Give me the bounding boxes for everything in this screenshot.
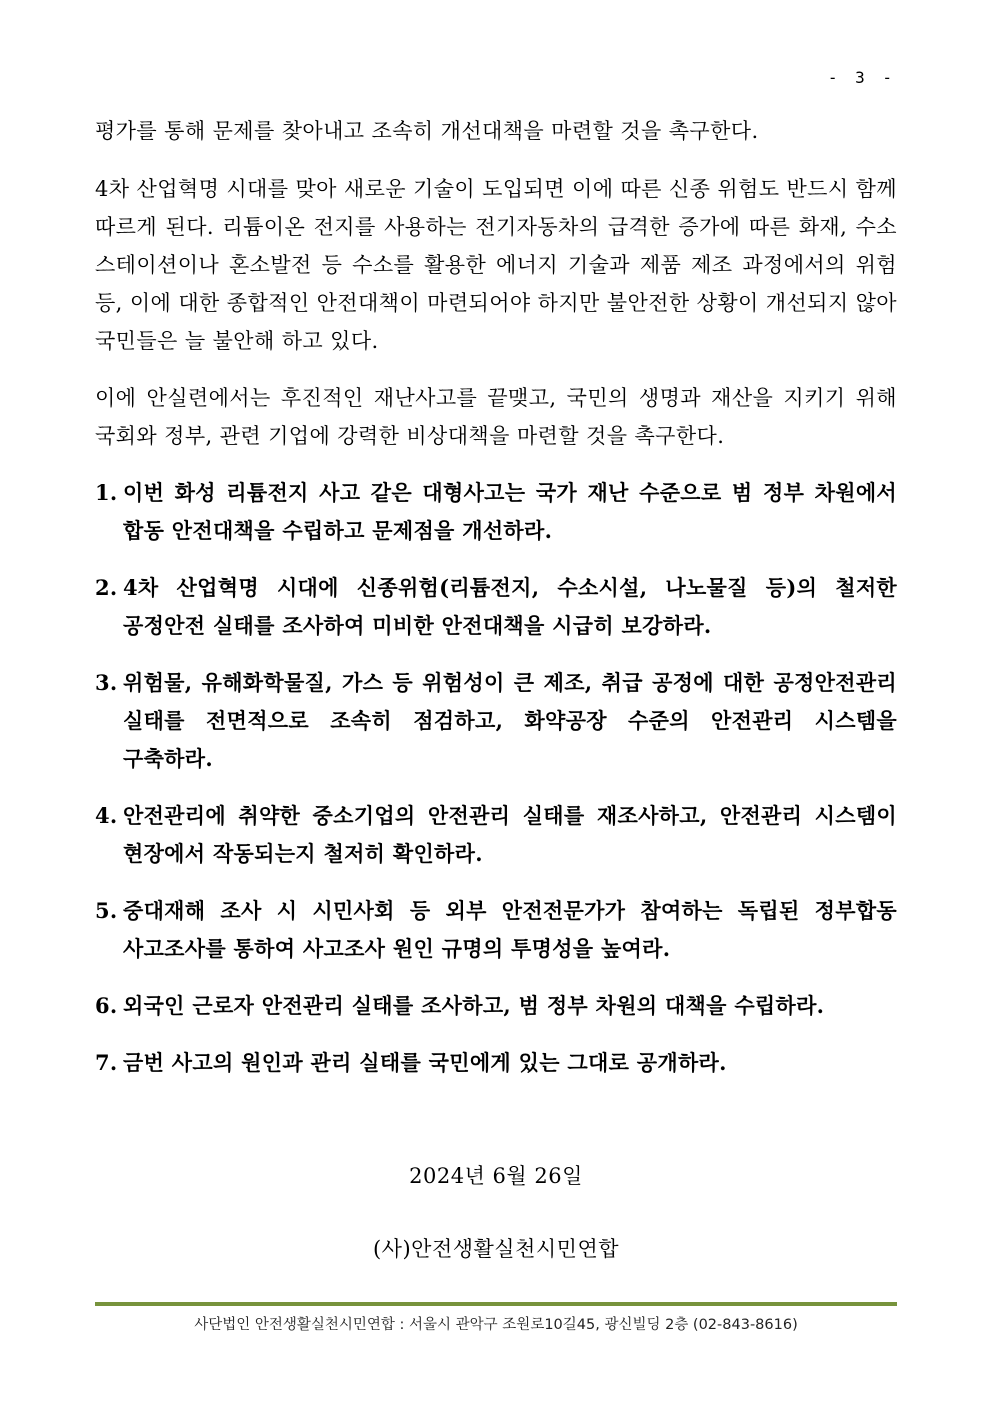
demand-number: 2. <box>95 575 118 600</box>
demand-text: 이번 화성 리튬전지 사고 같은 대형사고는 국가 재난 수준으로 범 정부 차원에서 합동 안전대책을 수립하고 문제점을 개선하라. <box>123 480 897 543</box>
demand-number: 6. <box>95 993 118 1018</box>
demand-item-2 <box>95 569 897 645</box>
demand-item-1 <box>95 474 897 550</box>
demand-text: 금번 사고의 원인과 관리 실태를 국민에게 있는 그대로 공개하라. <box>123 1050 727 1075</box>
demand-text: 4차 산업혁명 시대에 신종위험(리튬전지, 수소시설, 나노물질 등)의 철저한 공정안전 실태를 조사하여 미비한 안전대책을 시급히 보강하라. <box>123 575 897 638</box>
statement-date: 2024년 6월 26일 <box>409 1164 583 1188</box>
demand-number: 3. <box>95 670 118 695</box>
demand-number: 7. <box>95 1050 118 1075</box>
demand-item-5 <box>95 892 897 968</box>
paragraph-demand-intro: 이에 안실련에서는 후진적인 재난사고를 끝맺고, 국민의 생명과 재산을 지키기 위해 국회와 정부, 관련 기업에 강력한 비상대책을 마련할 것을 촉구한다. <box>95 386 897 448</box>
demand-text: 안전관리에 취약한 중소기업의 안전관리 실태를 재조사하고, 안전관리 시스템이 현장에서 작동되는지 철저히 확인하라. <box>123 803 897 866</box>
demand-item-6 <box>95 987 897 1025</box>
demand-number: 5. <box>95 898 118 923</box>
page-number: - 3 - <box>827 68 896 87</box>
demand-item-4 <box>95 797 897 873</box>
paragraph-continuation: 평가를 통해 문제를 찾아내고 조속히 개선대책을 마련할 것을 촉구한다. <box>95 119 759 143</box>
demand-item-7 <box>95 1044 897 1082</box>
demand-text: 위험물, 유해화학물질, 가스 등 위험성이 큰 제조, 취급 공정에 대한 공정안전관리 실태를 전면적으로 조속히 점검하고, 화약공장 수준의 안전관리 시스템을 구축하라. <box>123 670 897 771</box>
footer-address: 사단법인 안전생활실천시민연합 : 서울시 관악구 조원로10길45, 광신빌딩 2층 (02-843-8616) <box>194 1317 798 1333</box>
demand-item-3 <box>95 664 897 778</box>
demand-number: 1. <box>95 480 118 505</box>
demand-text: 외국인 근로자 안전관리 실태를 조사하고, 범 정부 차원의 대책을 수립하라. <box>123 993 825 1018</box>
demand-text: 중대재해 조사 시 시민사회 등 외부 안전전문가가 참여하는 독립된 정부합동 사고조사를 통하여 사고조사 원인 규명의 투명성을 높여라. <box>123 898 897 961</box>
demand-list <box>95 474 897 1082</box>
footer-divider <box>95 1302 897 1306</box>
document-body <box>95 112 897 1101</box>
paragraph-new-risks: 4차 산업혁명 시대를 맞아 새로운 기술이 도입되면 이에 따른 신종 위험도 반드시 함께 따르게 된다. 리튬이온 전지를 사용하는 전기자동차의 급격한 증가에 따른 화재, 수소 스테이션이나 혼소발전 등 수소를 활용한 에너지 기술과 제품 제조 과정에서의 위험 등, 이에 대한 종합적인 안전대책이 마련되어야 하지만 불안전한 상황이 개선되지 않아 국민들은 늘 불안해 하고 있다. <box>95 177 897 353</box>
demand-number: 4. <box>95 803 118 828</box>
organization-name: (사)안전생활실천시민연합 <box>372 1237 620 1261</box>
